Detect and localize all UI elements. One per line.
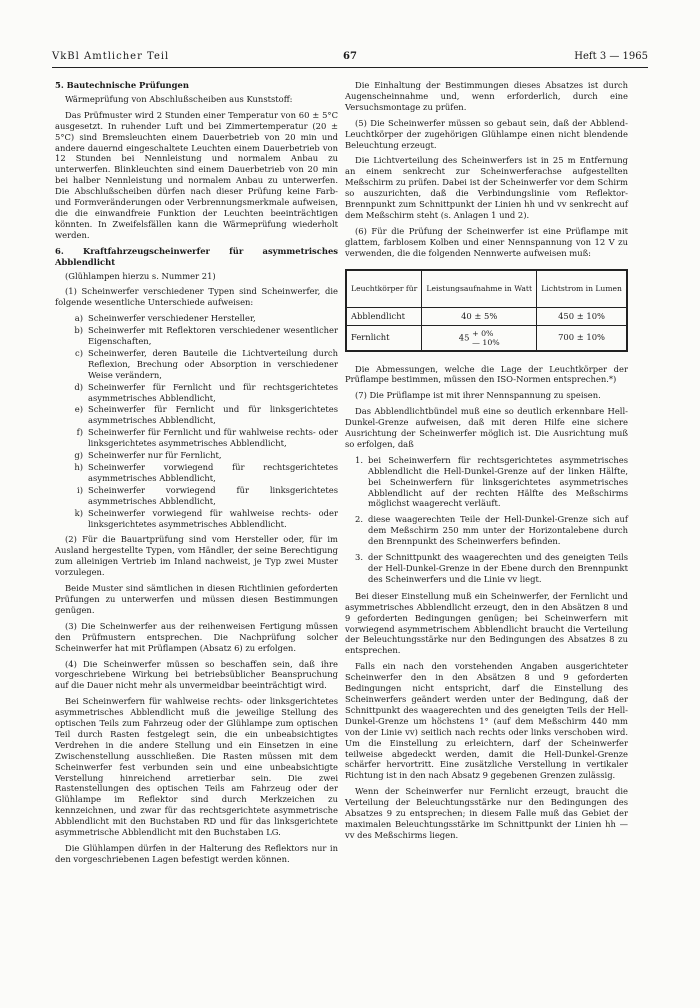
- table-cell: 700 ± 10%: [537, 325, 627, 351]
- paragraph: (4) Die Scheinwerfer müssen so beschaffen sein, daß ihre vorgeschriebene Wirkung bei betriebsüblicher Beanspruchung auf die Dauer nicht mehr als unvermeidbar beeinträchtigt wird.: [55, 658, 338, 691]
- watt-tolerance: [472, 329, 500, 347]
- paragraph: Wenn der Scheinwerfer nur Fernlicht erzeugt, braucht die Verteilung der Beleuchtungsstärke nur den Bedingungen des Absatzes 9 zu entsprechen; in diesem Falle muß das Gebiet der maximalen Beleuchtungsstärke im Schnittpunkt der Linien hh — vv des Meßschirms liegen.: [345, 786, 628, 840]
- list-item: i) Scheinwerfer vorwiegend für linksgerichtetes asymmetrisches Abblendlicht,: [77, 484, 338, 506]
- issue-label: Heft 3 — 1965: [574, 51, 648, 62]
- table-row: [346, 307, 627, 325]
- column-header: Leistungsaufnahme in Watt: [422, 270, 537, 308]
- paragraph: (7) Die Prüflampe ist mit ihrer Nennspannung zu speisen.: [355, 390, 601, 401]
- paragraph: Die Lichtverteilung des Scheinwerfers ist in 25 m Entfernung an einem senkrecht zur Scheinwerferachse aufgestellten Meßschirm zu prüfen. Dabei ist der Scheinwerfer vor dem Schirm so auszurichten, daß die Verbindungslinie vom Reflektor-Brennpunkt zum Schnittpunkt der Linien hh und vv senkrecht auf dem Meßschirm steht (s. Anlagen 1 und 2).: [345, 155, 628, 220]
- page-number: 67: [343, 51, 357, 62]
- list-item: c) Scheinwerfer, deren Bauteile die Lichtverteilung durch Reflexion, Brechung oder Absorption in verschiedener Weise verändern,: [75, 347, 338, 380]
- paragraph: (3) Die Scheinwerfer aus der reihenweisen Fertigung müssen den Prüfmustern entsprechen. Die Nachprüfung solcher Scheinwerfer hat mit Prüflampen (Absatz 6) zu erfolgen.: [55, 620, 338, 653]
- list-item: g) Scheinwerfer nur für Fernlicht,: [74, 450, 222, 461]
- table-cell: [422, 325, 537, 351]
- list-item: 3. der Schnittpunkt des waagerechten und des geneigten Teils der Hell-Dunkel-Grenze in der Ebene durch den Brennpunkt des Scheinwerfers und die Linie vv liegt.: [355, 552, 628, 584]
- paragraph: Das Prüfmuster wird 2 Stunden einer Temperatur von 60 ± 5°C ausgesetzt. In ruhender Luft und bei Zimmertemperatur (20 ± 5°C) sind Bremsleuchten einem Dauerbetrieb von 20 min und andere dauernd eingeschaltete Leuchten einem Dauerbetrieb von 12 Stunden bei Nennleistung und normalem Anbau zu unterwerfen. Blinkleuchten sind einem Dauerbetrieb von 20 min bei halber Nennleistung und normalem Anbau zu unterwerfen. Die Abschlußscheiben dürfen nach dieser Prüfung keine Farb- und Formveränderungen oder Verbrennungsmerkmale aufweisen, die die einwandfreie Funktion der Leuchten beeinträchtigen könnten. In Zweifelsfällen kann die Wärmeprüfung wiederholt werden.: [55, 109, 338, 240]
- table-cell: 450 ± 10%: [537, 307, 627, 325]
- paragraph: Das Abblendlichtbündel muß eine so deutlich erkennbare Hell-Dunkel-Grenze aufweisen, daß mit deren Hilfe eine sichere Ausrichtung der Scheinwerfer möglich ist. Die Ausrichtung muß so erfolgen, daß: [345, 406, 628, 449]
- paragraph: (1) Scheinwerfer verschiedener Typen sind Scheinwerfer, die folgende wesentliche Unterschiede aufweisen:: [55, 286, 338, 308]
- left-column: [55, 80, 338, 870]
- table-cell: 40 ± 5%: [422, 307, 537, 325]
- list-item: k) Scheinwerfer vorwiegend für wahlweise rechts- oder linksgerichtetes asymmetrisches Abblendlicht.: [74, 507, 338, 529]
- test-lamp-table: [345, 269, 628, 352]
- table-row: [346, 325, 627, 351]
- watt-base: 45: [458, 332, 470, 342]
- paragraph: Wärmeprüfung von Abschlußscheiben aus Kunststoff:: [65, 93, 293, 104]
- alignment-list: [345, 455, 628, 585]
- paragraph: (2) Für die Bauartprüfung sind vom Hersteller oder, für im Ausland hergestellte Typen, vom Händler, der seine Berechtigung zum alleinigen Vertrieb im Inland nachweist, je Typ zwei Muster vorzulegen.: [55, 534, 338, 578]
- list-item: f) Scheinwerfer für Fernlicht und für wahlweise rechts- oder linksgerichtetes asymmetrisches Abblendlicht,: [76, 427, 338, 449]
- list-item: 1. bei Scheinwerfern für rechtsgerichtetes asymmetrisches Abblendlicht die Hell-Dunkel-Grenze auf der linken Hälfte, bei Scheinwerfern für linksgerichtetes asymmetrisches Abblendlicht auf der rechten Hälfte des Meßschirms möglichst waagerecht verläuft.: [355, 454, 628, 509]
- running-header: [52, 49, 648, 65]
- table-cell: Fernlicht: [346, 325, 422, 351]
- paragraph: Falls ein nach den vorstehenden Angaben ausgerichteter Scheinwerfer den in den Absätzen 8 und 9 geforderten Bedingungen nicht entspricht, darf die Einstellung des Scheinwerfers geändert werden unter der Bedingung, daß der Schnittpunkt des waagerechten und des geneigten Teils der Hell-Dunkel-Grenze um höchstens 1° (auf dem Meßschirm 440 mm von der Linie vv) seitlich nach rechts oder links verschoben wird. Um die Einstellung zu erleichtern, darf der Scheinwerfer teilweise abgedeckt werden, damit die Hell-Dunkel-Grenze schärfer hervortritt. Eine zusätzliche Verstellung in vertikaler Richtung ist in den nach Absatz 9 gegebenen Grenzen zulässig.: [345, 661, 628, 781]
- column-header: Lichtstrom in Lumen: [537, 270, 627, 308]
- list-item: 2. diese waagerechten Teile der Hell-Dunkel-Grenze sich auf dem Meßschirm 250 mm unter der Horizontalebene durch den Brennpunkt des Scheinwerfers befinden.: [355, 514, 628, 547]
- table-header-row: [346, 270, 627, 308]
- paragraph: Die Abmessungen, welche die Lage der Leuchtkörper der Prüflampe bestimmen, müssen den ISO-Normen entsprechen.*): [345, 363, 628, 385]
- section-6-title: 6. Kraftfahrzeugscheinwerfer für asymmetrisches Abblendlicht: [55, 245, 338, 267]
- list-item: b) Scheinwerfer mit Reflektoren verschiedener wesentlicher Eigenschaften,: [74, 325, 338, 347]
- column-header: Leuchtkörper für: [346, 270, 422, 308]
- right-column: [345, 80, 628, 846]
- paragraph: Beide Muster sind sämtlichen in diesen Richtlinien geforderten Prüfungen zu unterwerfen und müssen diesen Bestimmungen genügen.: [55, 583, 338, 615]
- journal-title: VkBl Amtlicher Teil: [52, 51, 170, 62]
- table-cell: Abblendlicht: [346, 307, 422, 325]
- paragraph: (5) Die Scheinwerfer müssen so gebaut sein, daß der Abblend-Leuchtkörper der zugehörigen Glühlampe einen nicht blendende Beleuchtung erzeugt.: [345, 117, 628, 150]
- tolerance-minus: — 10%: [472, 337, 500, 347]
- paragraph: Bei Scheinwerfern für wahlweise rechts- oder linksgerichtetes asymmetrisches Abblendlicht muß die jeweilige Stellung des optischen Teils zum Fahrzeug oder der Glühlampe zum optischen Teil durch Rasten festgelegt sein, die ein unbeabsichtigtes Verdrehen in die andere Stellung und ein Einsetzen in eine Zwischenstellung ausschließen. Die Rasten müssen mit dem Scheinwerfer fest verbunden sein und eine unbeabsichtigte Verstellung hinreichend arretierbar sein. Die zwei Rastenstellungen des optischen Teils am Fahrzeug oder der Glühlampe im Reflektor sind durch Merkzeichen zu kennzeichnen, und zwar für das rechtsgerichtete asymmetrische Abblendlicht mit den Buchstaben RD und für das linksgerichtete asymmetrische Abblendlicht mit den Buchstaben LG.: [55, 696, 338, 838]
- paragraph: (Glühlampen hierzu s. Nummer 21): [65, 270, 216, 281]
- list-item: h) Scheinwerfer vorwiegend für rechtsgerichtetes asymmetrisches Abblendlicht,: [74, 462, 338, 483]
- paragraph: Die Glühlampen dürfen in der Halterung des Reflektors nur in den vorgeschriebenen Lagen befestigt werden können.: [55, 843, 338, 864]
- list-item: d) Scheinwerfer für Fernlicht und für rechtsgerichtetes asymmetrisches Abblendlicht,: [74, 381, 338, 403]
- paragraph: Bei dieser Einstellung muß ein Scheinwerfer, der Fernlicht und asymmetrisches Abblendlicht erzeugt, den in den Absätzen 8 und 9 geforderten Bedingungen genügen; bei Scheinwerfern mit vorwiegend asymmetrischem Abblendlicht braucht die Verteilung der Beleuchtungsstärke nur den Bedingungen des Absatzes 8 zu entsprechen.: [345, 590, 628, 656]
- headlamp-type-list: [65, 313, 338, 529]
- paragraph: Die Einhaltung der Bestimmungen dieses Absatzes ist durch Augenscheinnahme und, wenn erforderlich, durch eine Versuchsmontage zu prüfen.: [345, 80, 628, 112]
- tolerance-plus: + 0%: [472, 328, 494, 338]
- header-rule: [52, 67, 648, 68]
- list-item: e) Scheinwerfer für Fernlicht und für linksgerichtetes asymmetrisches Abblendlicht,: [74, 404, 338, 426]
- paragraph: (6) Für die Prüfung der Scheinwerfer ist eine Prüflampe mit glattem, farblosem Kolben und einer Nennspannung von 12 V zu verwenden, die die folgenden Nennwerte aufweisen muß:: [345, 225, 628, 258]
- section-5-title: 5. Bautechnische Prüfungen: [55, 80, 189, 90]
- list-item: a) Scheinwerfer verschiedener Hersteller,: [74, 313, 256, 324]
